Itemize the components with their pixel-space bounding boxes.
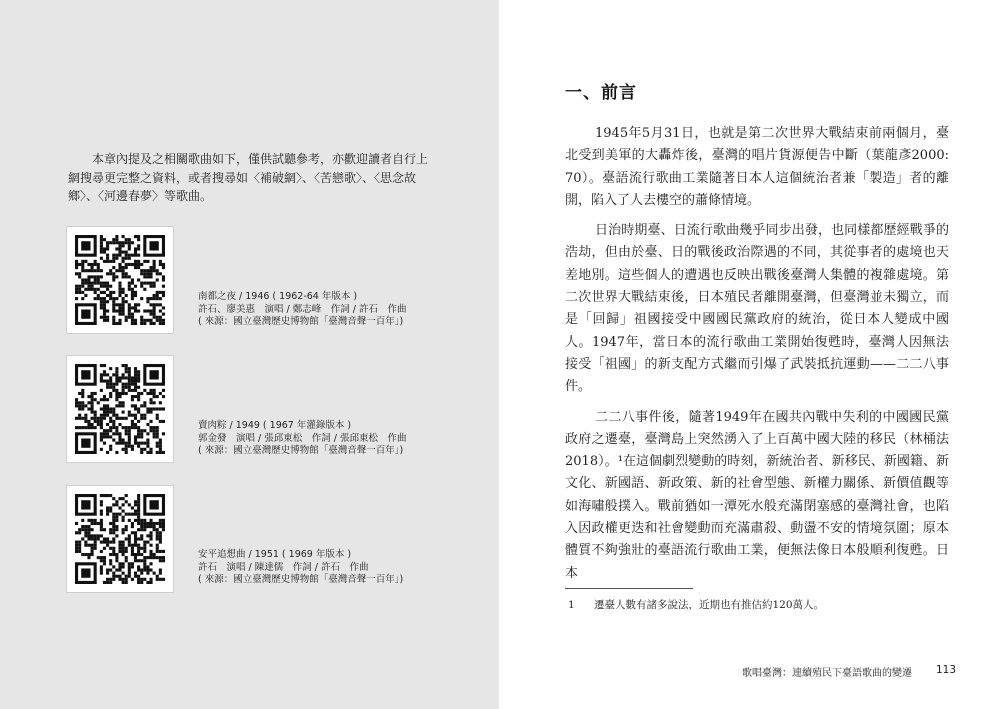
song-credits: 許石 演唱 / 陳達儒 作詞 / 許石 作曲 [198,561,369,573]
qr-code-3[interactable] [66,485,174,593]
song-credits: 郭金發 演唱 / 張邱東松 作詞 / 張邱東松 作曲 [198,432,407,444]
song-title: 安平追想曲 / 1951 ( 1969 年版本 ) [198,549,352,560]
song-title: 南都之夜 / 1946 ( 1962-64 年版本 ) [198,291,358,302]
song-caption-3 [198,549,403,587]
intro-text: 本章內提及之相關歌曲如下，僅供試聽參考，亦歡迎讀者自行上網搜尋更完整之資料，或者搜尋如〈補破網〉、〈苦戀歌〉、〈思念故鄉〉、〈河邊春夢〉等歌曲。 [68,152,429,203]
song-caption-1 [198,291,406,329]
footnote-number: 1 [568,599,575,611]
running-head: 歌唱臺灣：連續殖民下臺語歌曲的變遷 [742,668,912,679]
page-number: 113 [936,664,957,676]
qr-code-icon [75,364,165,454]
qr-code-icon [75,235,165,325]
song-source: ( 來源：國立臺灣歷史博物館「臺灣音聲一百年」) [198,445,404,456]
song-source: ( 來源：國立臺灣歷史博物館「臺灣音聲一百年」) [198,574,404,585]
qr-code-2[interactable] [66,355,174,463]
section-title: 一、前言 [565,83,637,103]
body-text [565,123,949,593]
song-credits: 許石、廖美惠 演唱 / 鄭志峰 作詞 / 許石 作曲 [198,303,407,315]
left-page [0,0,499,709]
paragraph-3: 二二八事件後，隨著1949年在國共內戰中失利的中國國民黨政府之遷臺，臺灣島上突然湧入了上百萬中國大陸的移民（林桶法2018）。¹在這個劇烈變動的時刻，新統治者、新移民、新國籍、新文化、新國語、新政策、新的社會型態、新權力關係、新價值觀等如海嘯般撲入。戰前猶如一潭死水般充滿閉塞感的臺灣社會，也陷入因政權更迭和社會變動而充滿肅殺、動盪不安的情境氛圍；原本體質不夠強壯的臺語流行歌曲工業，便無法像日本般順利復甦。日本 [565,409,949,581]
song-title: 賣肉粽 / 1949 ( 1967 年灌錄版本 ) [198,420,352,431]
footnote-text: 遷臺人數有諸多說法，近期也有推估約120萬人。 [594,599,825,611]
qr-code-1[interactable] [66,226,174,334]
paragraph-2: 日治時期臺、日流行歌曲幾乎同步出發，也同樣都歷經戰爭的浩劫，但由於臺、日的戰後政治際遇的不同，其從事者的處境也天差地別。這些個人的遭遇也反映出戰後臺灣人集體的複雜處境。第二次世界大戰結束後，日本殖民者離開臺灣，但臺灣並未獨立，而是「回歸」祖國接受中國國民黨政府的統治，從日本人變成中國人。1947年，當日本的流行歌曲工業開始復甦時，臺灣人因無法接受「祖國」的新支配方式繼而引爆了武裝抵抗運動——二二八事件。 [565,223,949,395]
footnote [568,597,824,612]
right-page [499,0,999,709]
intro-paragraph [68,150,438,206]
qr-code-icon [75,494,165,584]
song-source: ( 來源：國立臺灣歷史博物館「臺灣音聲一百年」) [198,316,404,327]
footnote-divider [565,588,693,589]
paragraph-1: 1945年5月31日，也就是第二次世界大戰結束前兩個月，臺北受到美軍的大轟炸後，臺灣的唱片貨源便告中斷（葉龍彥2000: 70）。臺語流行歌曲工業隨著日本人這個統治者兼「製造」者的離開，陷入了人去樓空的蕭條情境。 [565,126,949,208]
song-caption-2 [198,420,406,458]
